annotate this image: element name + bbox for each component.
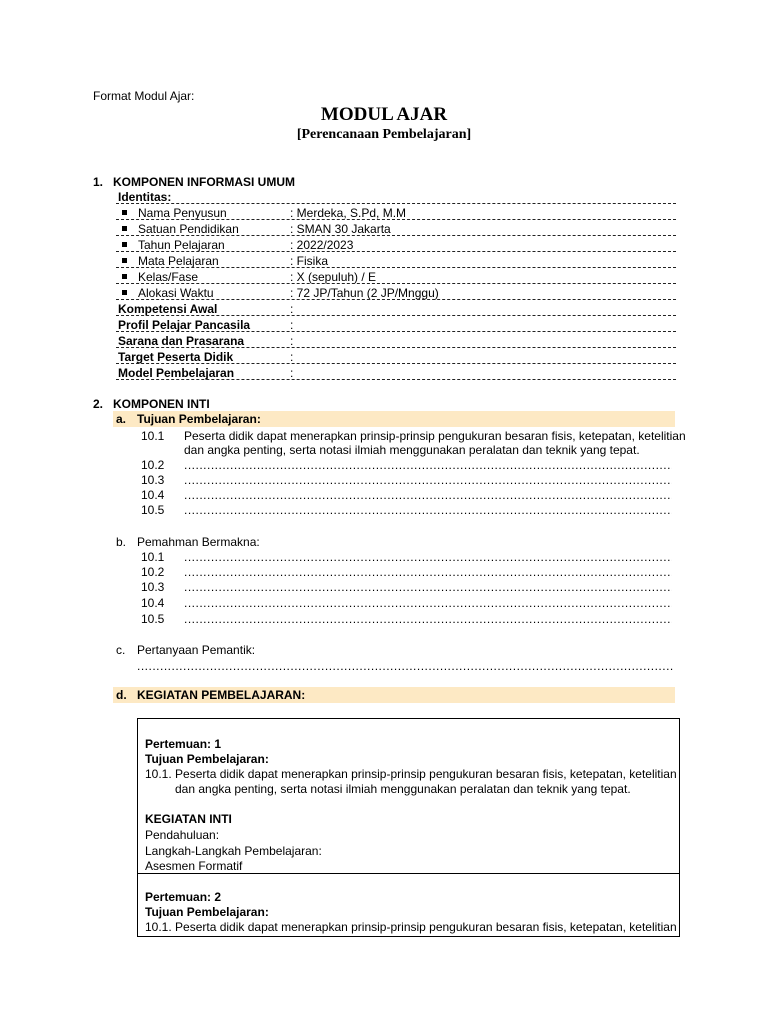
field-label: Model Pembelajaran xyxy=(118,366,235,380)
section2-number: 2. xyxy=(93,397,104,411)
meeting-asesmen: Asesmen Formatif xyxy=(145,859,243,873)
item-number: 10.2 xyxy=(141,565,165,579)
subsection-b-letter: b. xyxy=(116,535,127,549)
dashed-rule xyxy=(116,219,676,220)
dotted-line xyxy=(184,565,672,580)
identitas-value-text: : 72 JP/Tahun (2 JP/Mnggu) xyxy=(290,286,439,300)
section2-title: KOMPONEN INTI xyxy=(113,397,210,411)
subsection-c-letter: c. xyxy=(116,643,126,657)
identitas-label: Identitas: xyxy=(118,190,172,204)
field-label: Kompetensi Awal xyxy=(118,302,218,316)
item-text: dan angka penting, serta notasi ilmiah menggunakan peralatan dan teknik yang tepat. xyxy=(184,443,640,457)
item-number: 10.4 xyxy=(141,596,165,610)
identitas-value-text: : SMAN 30 Jakarta xyxy=(290,222,391,236)
subsection-b-title: Pemahman Bermakna: xyxy=(137,535,260,549)
dashed-rule xyxy=(116,347,676,348)
subsection-c-title: Pertanyaan Pemantik: xyxy=(137,643,256,657)
dotted-line xyxy=(184,458,672,473)
identitas-label-text: Alokasi Waktu xyxy=(138,286,214,300)
field-value: : xyxy=(290,302,294,316)
dotted-line xyxy=(184,550,672,565)
format-label: Format Modul Ajar: xyxy=(93,89,195,103)
dashed-rule xyxy=(116,235,676,236)
field-label: Sarana dan Prasarana xyxy=(118,334,245,348)
item-number: 10.1 xyxy=(141,550,165,564)
identitas-value-text: : Fisika xyxy=(290,254,329,268)
meeting-tujuan-text: 10.1. Peserta didik dapat menerapkan prinsip-prinsip pengukuran besaran fisis, ketepatan, ketelitian xyxy=(145,920,677,934)
item-number: 10.3 xyxy=(141,580,165,594)
identitas-label-text: Nama Penyusun xyxy=(138,206,227,220)
meeting-langkah: Langkah-Langkah Pembelajaran: xyxy=(145,844,322,858)
identitas-value-text: : X (sepuluh) / E xyxy=(290,270,377,284)
meeting-tujuan-text: dan angka penting, serta notasi ilmiah menggunakan peralatan dan teknik yang tepat. xyxy=(175,782,631,796)
item-number: 10.5 xyxy=(141,612,165,626)
meeting-title: Pertemuan: 1 xyxy=(145,737,222,751)
meeting-tujuan-label: Tujuan Pembelajaran: xyxy=(145,905,269,919)
section1-number: 1. xyxy=(93,175,104,189)
dashed-rule xyxy=(116,267,676,268)
subsection-d-letter: d. xyxy=(116,688,127,702)
field-value: : xyxy=(290,334,294,348)
field-value: : xyxy=(290,350,294,364)
subsection-d-title: KEGIATAN PEMBELAJARAN: xyxy=(137,688,306,702)
dashed-rule xyxy=(116,379,676,380)
field-label: Profil Pelajar Pancasila xyxy=(118,318,251,332)
dotted-line xyxy=(137,659,674,674)
dashed-rule xyxy=(116,299,676,300)
item-number: 10.3 xyxy=(141,473,165,487)
item-number: 10.2 xyxy=(141,458,165,472)
identitas-label-text: Satuan Pendidikan xyxy=(138,222,239,236)
dashed-rule xyxy=(116,315,676,316)
meeting-pendahuluan: Pendahuluan: xyxy=(145,828,220,842)
document-title: MODUL AJAR xyxy=(320,104,448,125)
dashed-rule xyxy=(116,203,676,204)
bullet-icon xyxy=(122,226,127,231)
dashed-rule xyxy=(116,251,676,252)
bullet-icon xyxy=(122,274,127,279)
section1-title: KOMPONEN INFORMASI UMUM xyxy=(113,175,295,189)
meeting-tujuan-text: 10.1. Peserta didik dapat menerapkan prinsip-prinsip pengukuran besaran fisis, ketepatan, ketelitian xyxy=(145,767,677,781)
subsection-a-title: Tujuan Pembelajaran: xyxy=(137,412,261,426)
field-label: Target Peserta Didik xyxy=(118,350,234,364)
bullet-icon xyxy=(122,290,127,295)
dotted-line xyxy=(184,596,672,611)
meeting-tujuan-label: Tujuan Pembelajaran: xyxy=(145,752,269,766)
item-text: Peserta didik dapat menerapkan prinsip-prinsip pengukuran besaran fisis, ketepatan, ketelitian xyxy=(184,429,686,443)
identitas-label-text: Mata Pelajaran xyxy=(138,254,219,268)
meeting-title: Pertemuan: 2 xyxy=(145,890,222,904)
dotted-line xyxy=(184,580,672,595)
identitas-value-text: : Merdeka, S.Pd, M.M xyxy=(290,206,407,220)
field-value: : xyxy=(290,366,294,380)
identitas-label-text: Tahun Pelajaran xyxy=(138,238,225,252)
subsection-a-letter: a. xyxy=(116,412,127,426)
dashed-rule xyxy=(116,331,676,332)
dotted-line xyxy=(184,503,672,518)
dotted-line xyxy=(184,488,672,503)
dotted-line xyxy=(184,473,672,488)
dashed-rule xyxy=(116,363,676,364)
dotted-line xyxy=(184,612,672,627)
bullet-icon xyxy=(122,210,127,215)
bullet-icon xyxy=(122,242,127,247)
document-subtitle: [Perencanaan Pembelajaran] xyxy=(296,127,472,142)
identitas-value-text: : 2022/2023 xyxy=(290,238,354,252)
identitas-label-text: Kelas/Fase xyxy=(138,270,199,284)
meeting-kegiatan-label: KEGIATAN INTI xyxy=(145,812,232,826)
bullet-icon xyxy=(122,258,127,263)
item-number: 10.5 xyxy=(141,503,165,517)
item-number: 10.4 xyxy=(141,488,165,502)
dashed-rule xyxy=(116,283,676,284)
item-number: 10.1 xyxy=(141,429,165,443)
field-value: : xyxy=(290,318,294,332)
